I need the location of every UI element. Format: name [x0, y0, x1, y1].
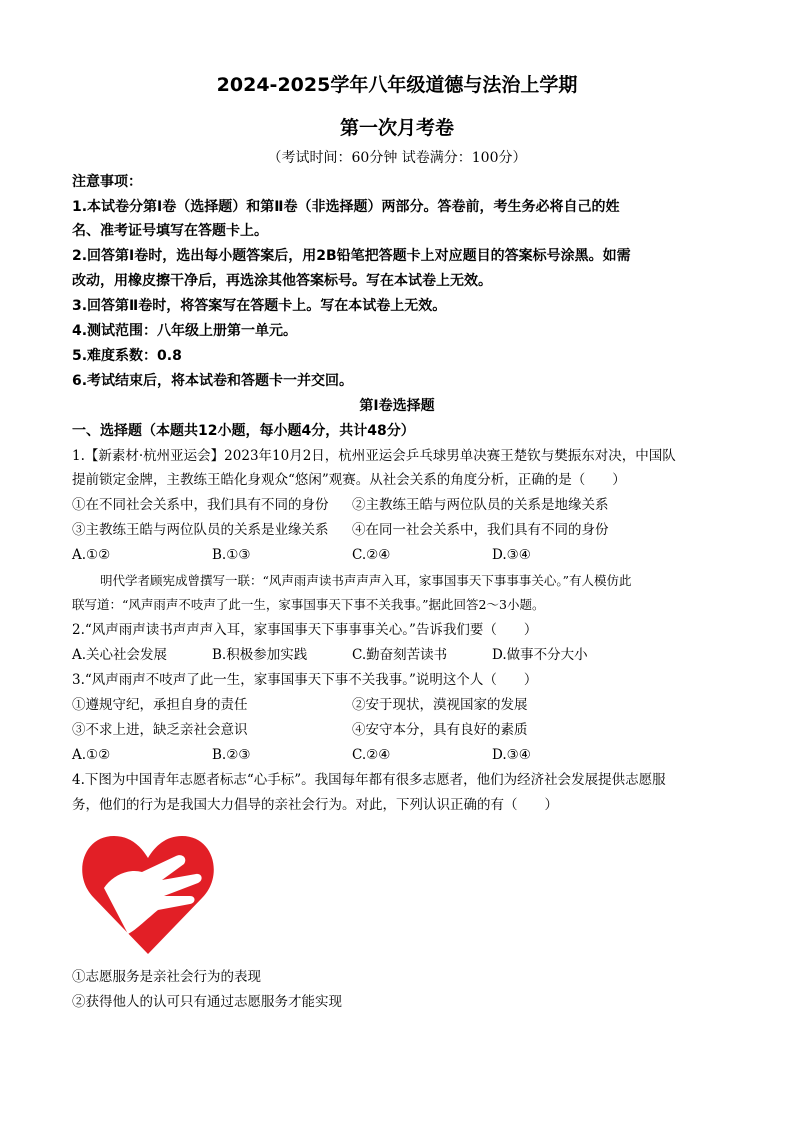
passage-text: 明代学者顾宪成曾撰写一联：“风声雨声读书声声声入耳，家事国事天下事事事关心。”有人模仿此 — [100, 573, 632, 588]
notice-item: 5.难度系数：0.8 — [72, 348, 182, 364]
exam-subtitle-title: 第一次月考卷 — [339, 117, 454, 139]
exam-title: 2024-2025学年八年级道德与法治上学期 — [216, 74, 578, 96]
q1-option-d: D.③④ — [492, 547, 531, 563]
part-title: 第Ⅰ卷选择题 — [359, 398, 435, 414]
q3-statement-3: ③不求上进，缺乏亲社会意识 — [72, 722, 248, 738]
q2-option-d: D.做事不分大小 — [492, 647, 588, 663]
q2-option-b: B.积极参加实践 — [212, 647, 308, 663]
q1-option-a: A.①② — [72, 547, 111, 563]
exam-info: （考试时间：60分钟 试卷满分：100分） — [267, 150, 527, 166]
notice-item: 2.回答第Ⅰ卷时，选出每小题答案后，用2B铅笔把答题卡上对应题目的答案标号涂黑。如需 — [72, 248, 631, 264]
notice-item: 改动，用橡皮擦干净后，再选涂其他答案标号。写在本试卷上无效。 — [72, 273, 492, 289]
q1-statement-1: ①在不同社会关系中，我们具有不同的身份 — [72, 497, 329, 513]
q4-statement-1: ①志愿服务是亲社会行为的表现 — [72, 969, 261, 985]
q1-stem: 提前锁定金牌，主教练王皓化身观众“悠闲”观赛。从社会关系的角度分析，正确的是（ ） — [72, 472, 626, 488]
q1-statement-4: ④在同一社会关系中，我们具有不同的身份 — [352, 522, 609, 538]
q3-stem: 3.“风声雨声不吱声了此一生，家事国事天下事不关我事。”说明这个人（ ） — [72, 672, 538, 688]
notice-heading: 注意事项： — [72, 174, 142, 190]
q3-statement-4: ④安守本分，具有良好的素质 — [352, 722, 528, 738]
q1-stem: 1.【新素材·杭州亚运会】2023年10月2日，杭州亚运会乒乓球男单决赛王楚钦与樊振东对决，中国队 — [72, 448, 676, 464]
q2-option-a: A.关心社会发展 — [72, 647, 168, 663]
notice-item: 3.回答第Ⅱ卷时，将答案写在答题卡上。写在本试卷上无效。 — [72, 298, 447, 314]
q4-stem: 务，他们的行为是我国大力倡导的亲社会行为。对此，下列认识正确的有（ ） — [72, 797, 558, 813]
notice-item: 1.本试卷分第Ⅰ卷（选择题）和第Ⅱ卷（非选择题）两部分。答卷前，考生务必将自己的姓 — [72, 199, 620, 215]
q4-stem: 4.下图为中国青年志愿者标志“心手标”。我国每年都有很多志愿者，他们为经济社会发展提供志愿服 — [72, 772, 666, 788]
heart-hand-dove-icon — [78, 826, 218, 958]
q3-statement-2: ②安于现状，漠视国家的发展 — [352, 697, 528, 713]
passage-text: 联写道：“风声雨声不吱声了此一生，家事国事天下事不关我事。”据此回答2～3小题。 — [72, 597, 545, 612]
q1-option-c: C.②④ — [352, 547, 391, 563]
section-heading: 一、选择题（本题共12小题，每小题4分，共计48分） — [72, 423, 415, 439]
q3-option-c: C.②④ — [352, 747, 391, 763]
notice-item: 4.测试范围：八年级上册第一单元。 — [72, 323, 298, 339]
q1-option-b: B.①③ — [212, 547, 251, 563]
q2-stem: 2.“风声雨声读书声声声入耳，家事国事天下事事事关心。”告诉我们要（ ） — [72, 622, 538, 638]
q1-statement-3: ③主教练王皓与两位队员的关系是业缘关系 — [72, 522, 329, 538]
q4-statement-2: ②获得他人的认可只有通过志愿服务才能实现 — [72, 994, 342, 1010]
q3-option-b: B.②③ — [212, 747, 251, 763]
notice-item: 6.考试结束后，将本试卷和答题卡一并交回。 — [72, 373, 354, 389]
q3-statement-1: ①遵规守纪，承担自身的责任 — [72, 697, 248, 713]
q3-option-a: A.①② — [72, 747, 111, 763]
notice-item: 名、准考证号填写在答题卡上。 — [72, 223, 268, 239]
q2-option-c: C.勤奋刻苦读书 — [352, 647, 448, 663]
q1-statement-2: ②主教练王皓与两位队员的关系是地缘关系 — [352, 497, 609, 513]
q3-option-d: D.③④ — [492, 747, 531, 763]
